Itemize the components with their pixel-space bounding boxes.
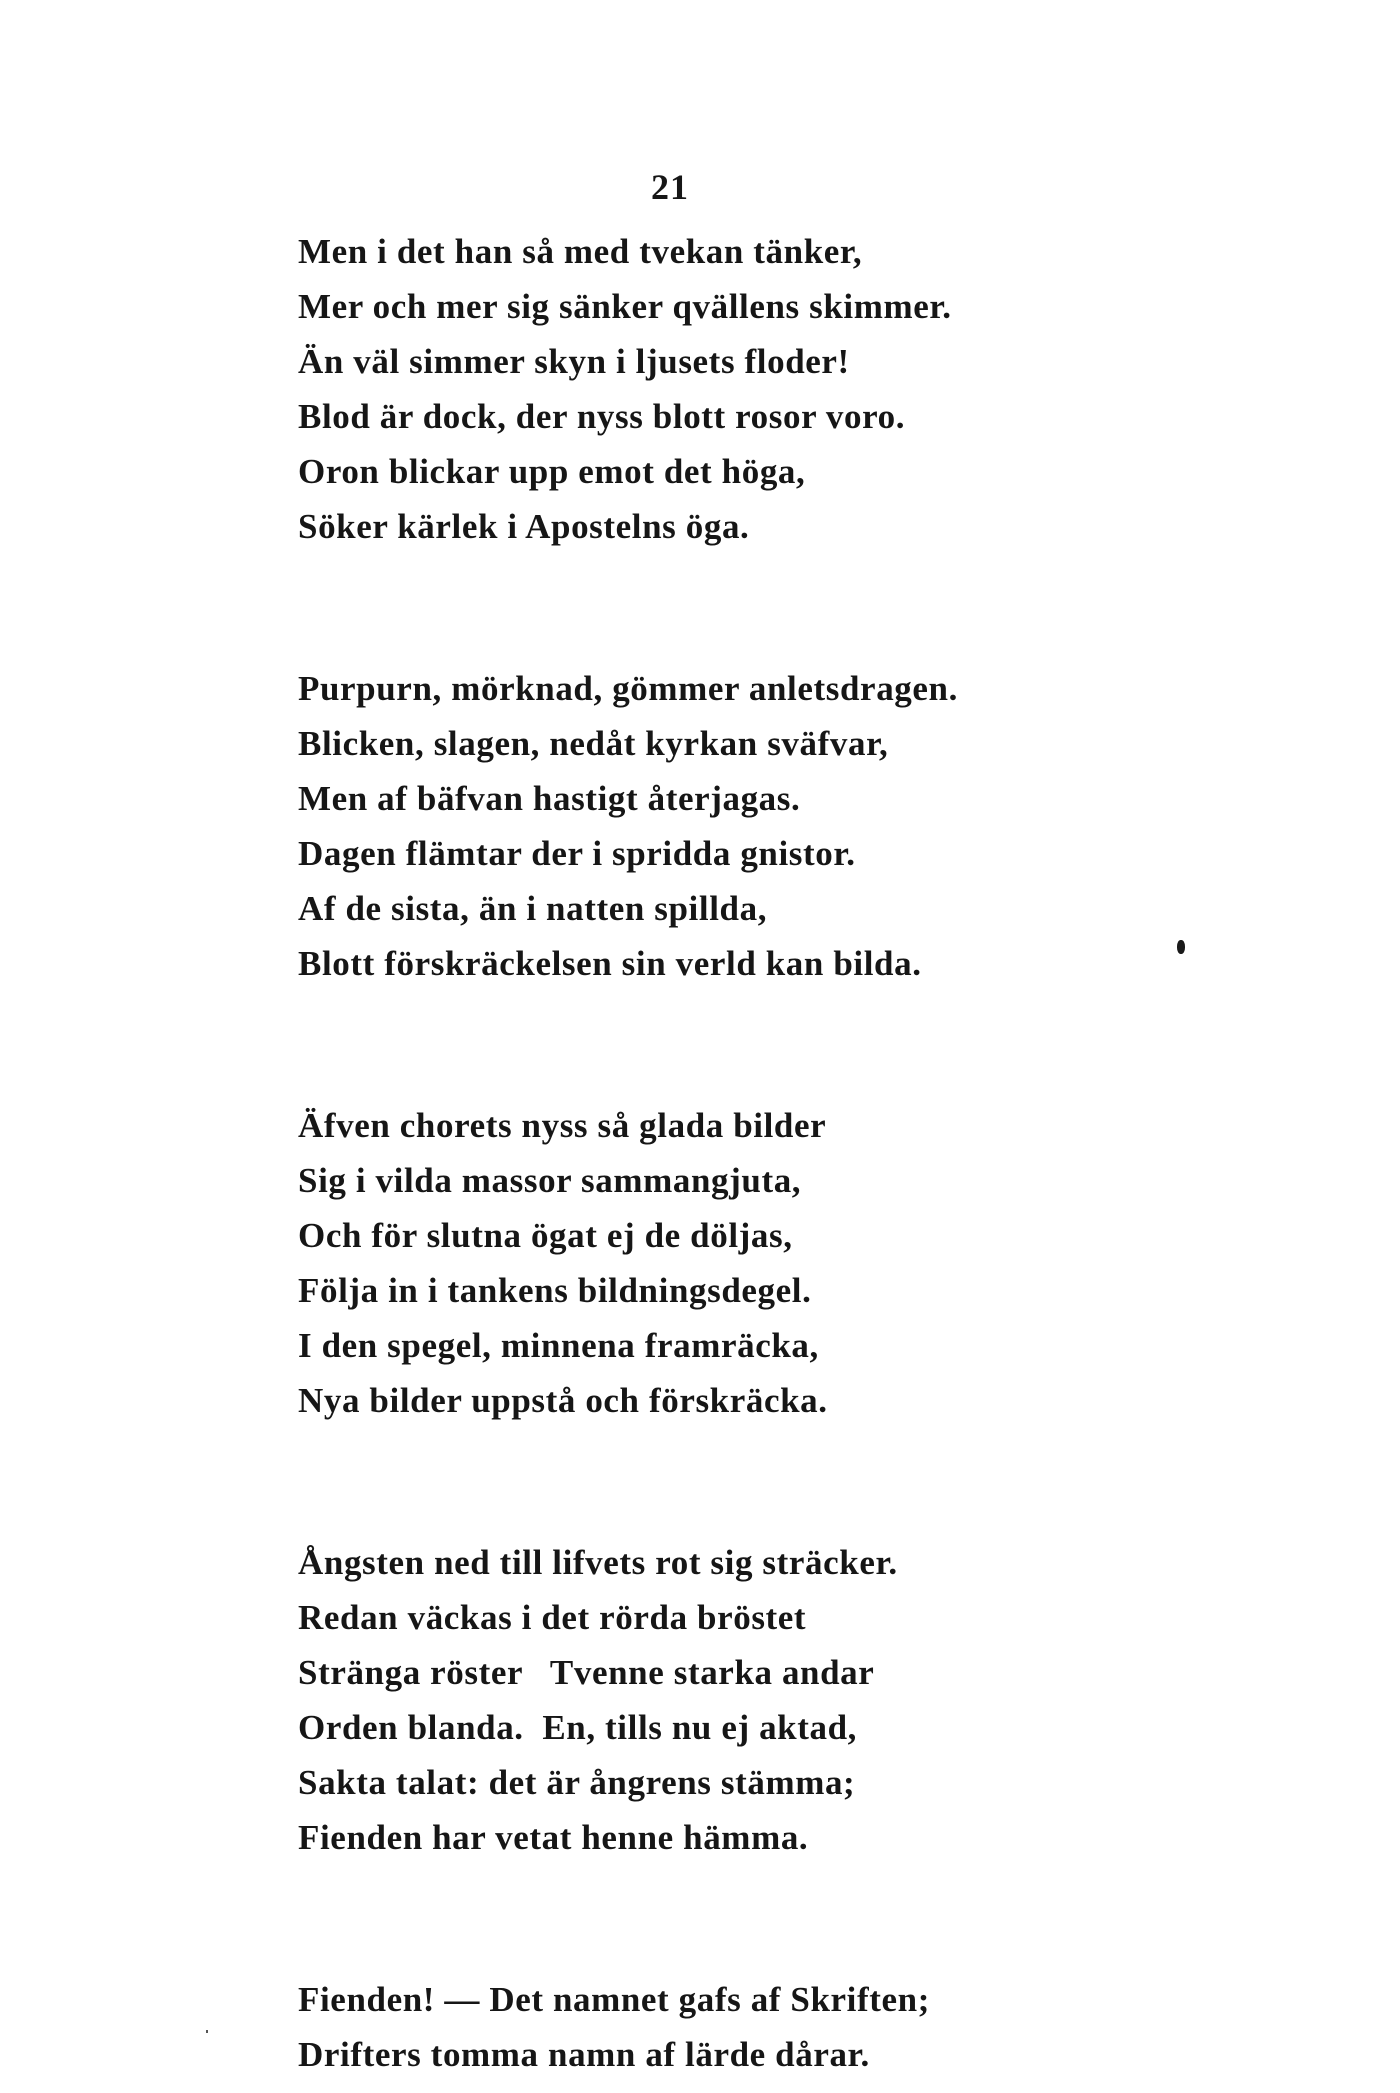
verse-line: Purpurn, mörknad, gömmer anletsdragen. <box>298 669 958 708</box>
verse-line: Mer och mer sig sänker qvällens skimmer. <box>298 287 952 326</box>
verse-line: Stränga röster Tvenne starka andar <box>298 1653 875 1692</box>
verse-line: Orden blanda. En, tills nu ej aktad, <box>298 1708 858 1747</box>
verse-line: Och för slutna ögat ej de döljas, <box>298 1216 793 1255</box>
verse-line: Fienden har vetat henne hämma. <box>298 1818 809 1857</box>
verse-line: Men i det han så med tvekan tänker, <box>298 232 863 271</box>
verse-line: Blicken, slagen, nedåt kyrkan sväfvar, <box>298 724 889 763</box>
verse-line: Följa in i tankens bildningsdegel. <box>298 1271 812 1310</box>
verse-line: Af de sista, än i natten spillda, <box>298 889 768 928</box>
verse-line: Dagen flämtar der i spridda gnistor. <box>298 834 856 873</box>
ink-blot-mark <box>1177 940 1185 954</box>
verse-line: Än väl simmer skyn i ljusets floder! <box>298 342 850 381</box>
verse-line: Drifters tomma namn af lärde dårar. <box>298 2035 870 2074</box>
verse-line: Oron blickar upp emot det höga, <box>298 452 806 491</box>
verse-line: I den spegel, minnena framräcka, <box>298 1326 819 1365</box>
stanza-2 <box>298 661 1358 991</box>
verse-line: Blott förskräckelsen sin verld kan bilda. <box>298 944 922 983</box>
verse-line: Söker kärlek i Apostelns öga. <box>298 507 750 546</box>
page-number: 21 <box>651 167 689 207</box>
stanza-1 <box>298 224 1358 554</box>
stanza-3 <box>298 1098 1358 1428</box>
verse-line: Ångsten ned till lifvets rot sig sträcker. <box>298 1543 898 1582</box>
stanza-4 <box>298 1535 1358 1865</box>
poem <box>298 224 1358 2082</box>
paper-speck <box>206 2030 208 2033</box>
verse-line: Redan väckas i det rörda bröstet <box>298 1598 807 1637</box>
verse-line: Sig i vilda massor sammangjuta, <box>298 1161 802 1200</box>
verse-line: Fienden! — Det namnet gafs af Skriften; <box>298 1980 930 2019</box>
verse-line: Blod är dock, der nyss blott rosor voro. <box>298 397 906 436</box>
stanza-5 <box>298 1972 1358 2082</box>
verse-line: Sakta talat: det är ångrens stämma; <box>298 1763 856 1802</box>
verse-line: Nya bilder uppstå och förskräcka. <box>298 1381 828 1420</box>
verse-line: Men af bäfvan hastigt återjagas. <box>298 779 801 818</box>
verse-line: Äfven chorets nyss så glada bilder <box>298 1106 827 1145</box>
